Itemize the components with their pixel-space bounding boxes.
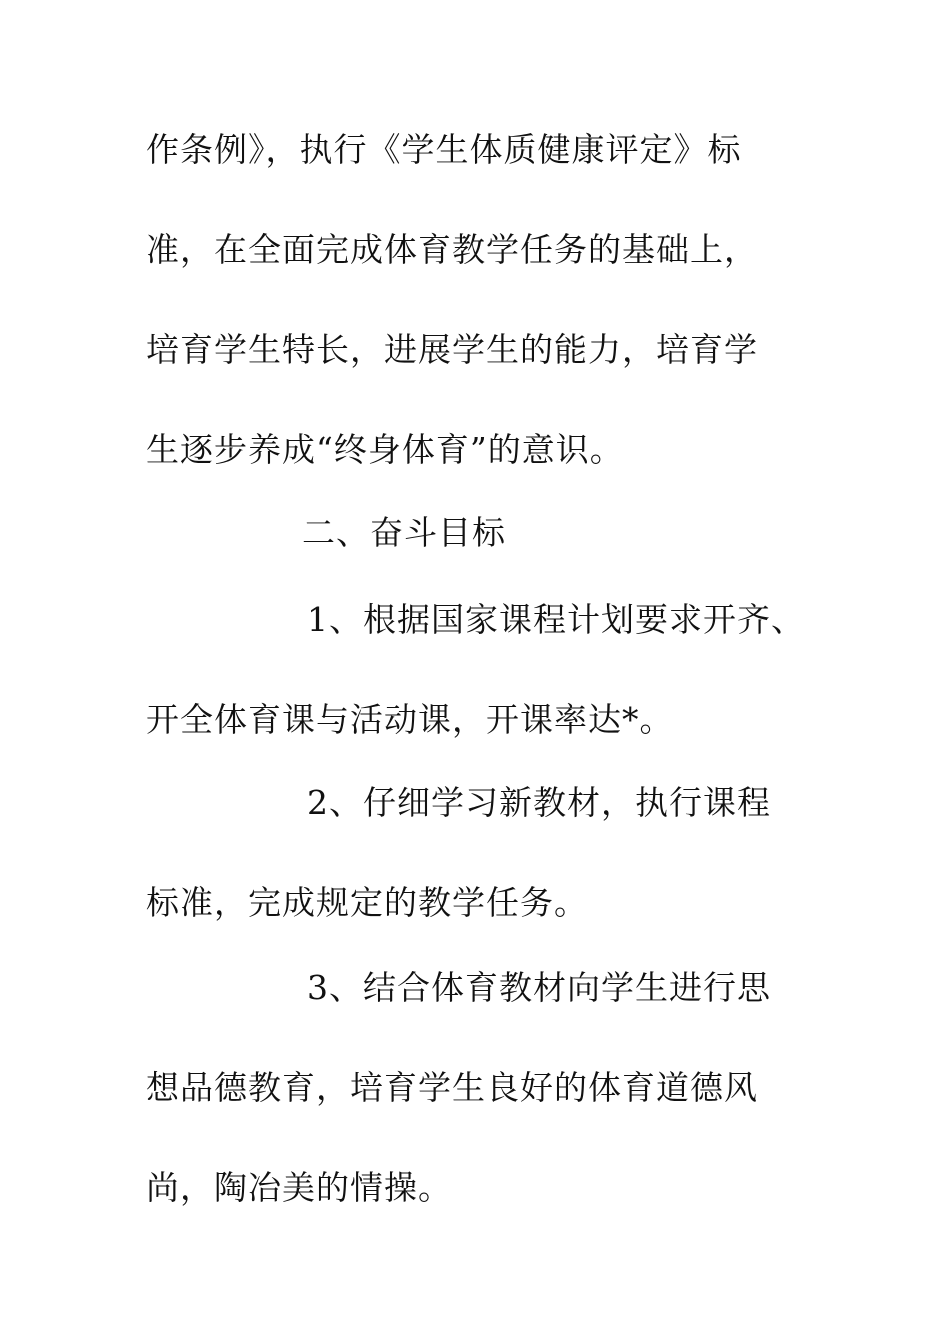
paragraph-line-4: 生逐步养成“终身体育”的意识。: [146, 430, 624, 469]
list-item-3-line-3: 尚，陶冶美的情操。: [146, 1168, 452, 1207]
list-item-2-line-1: 2、仔细学习新教材，执行课程: [307, 783, 771, 822]
paragraph-line-2: 准，在全面完成体育教学任务的基础上，: [146, 230, 758, 269]
list-item-2-line-2: 标准，完成规定的教学任务。: [146, 883, 588, 922]
list-item-3-line-1: 3、结合体育教材向学生进行思: [307, 968, 771, 1007]
section-heading: 二、奋斗目标: [302, 513, 506, 552]
list-item-3-line-2: 想品德教育，培育学生良好的体育道德风: [146, 1068, 758, 1107]
list-item-1-line-1: 1、根据国家课程计划要求开齐、: [307, 600, 805, 639]
paragraph-line-1: 作条例》，执行《学生体质健康评定》标: [146, 130, 742, 169]
paragraph-line-3: 培育学生特长，进展学生的能力，培育学: [146, 330, 758, 369]
list-item-1-line-2: 开全体育课与活动课，开课率达*。: [146, 700, 674, 739]
